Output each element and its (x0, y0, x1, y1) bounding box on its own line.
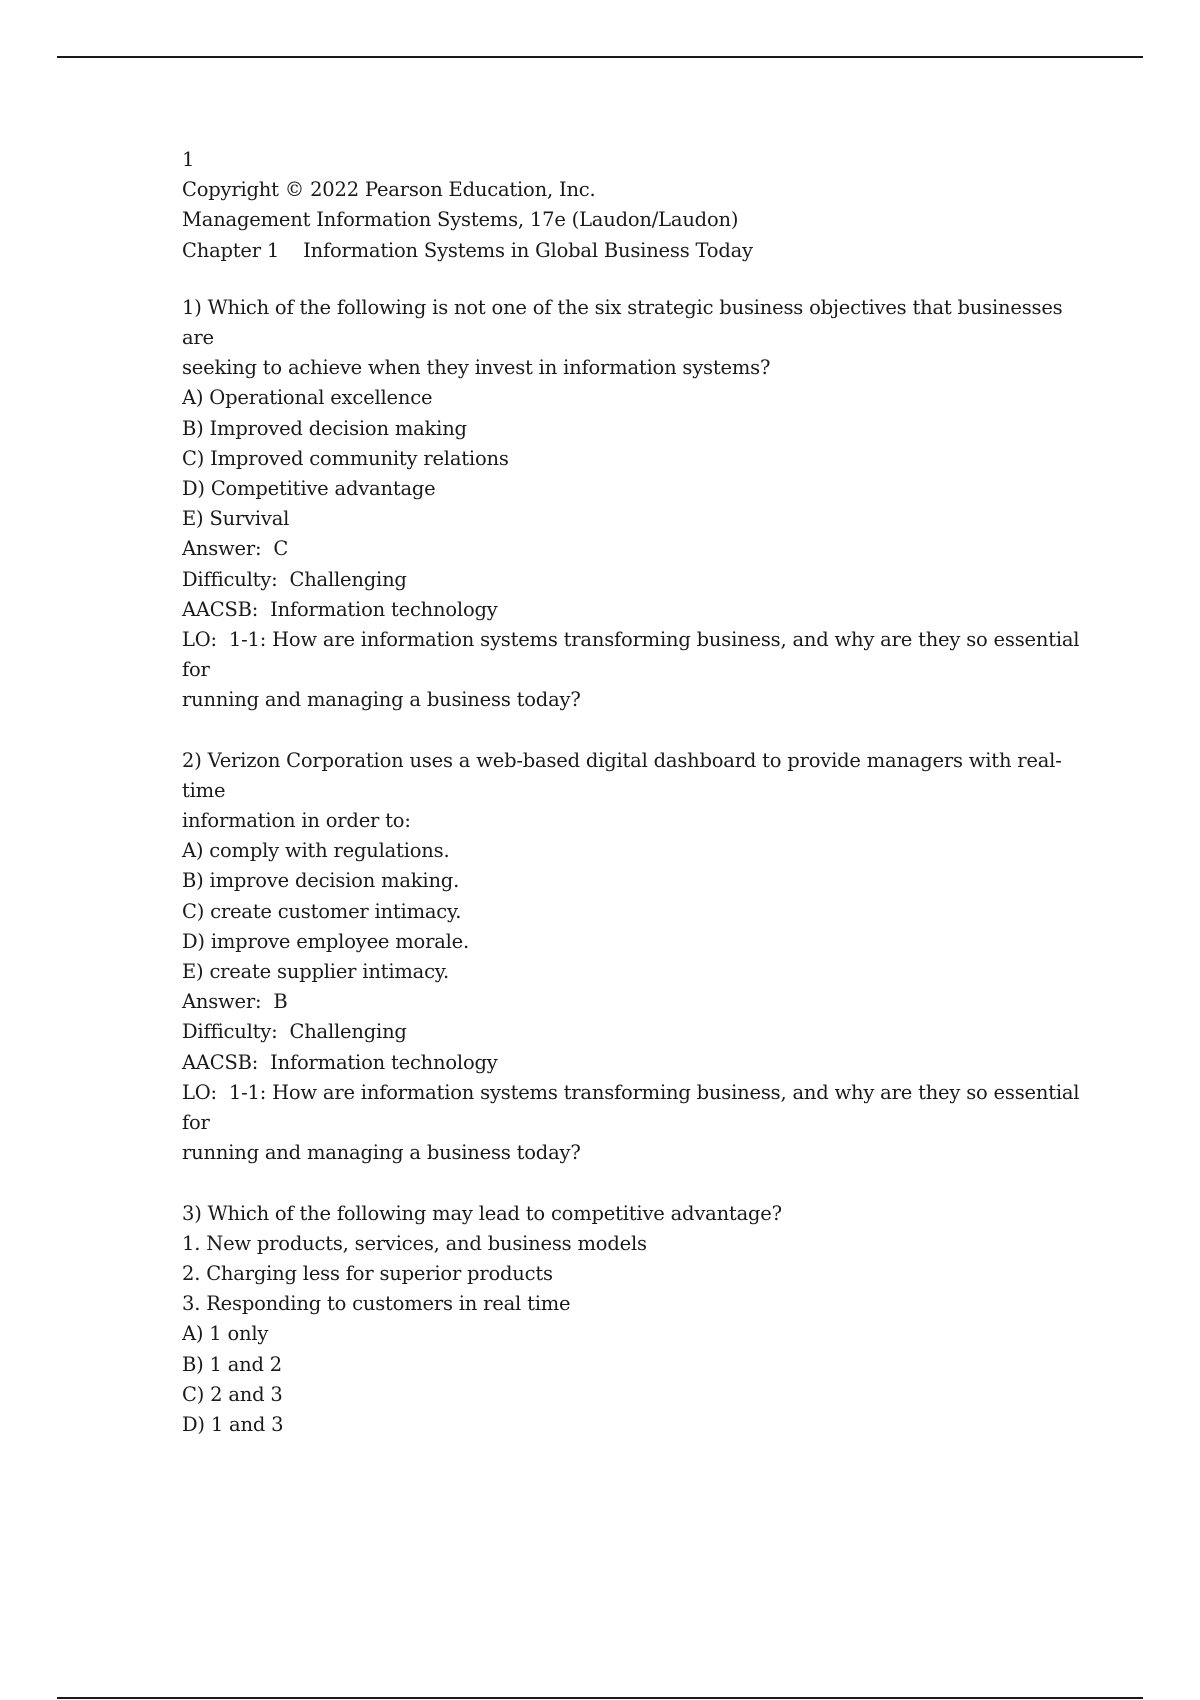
learning-objective: for (182, 1111, 210, 1135)
statement-item: 1. New products, services, and business models (182, 1231, 647, 1255)
question-stem: 2) Verizon Corporation uses a web-based digital dashboard to provide managers with real- (182, 748, 1062, 772)
question-stem: seeking to achieve when they invest in information systems? (182, 356, 771, 380)
option-c: C) Improved community relations (182, 446, 509, 470)
learning-objective: LO: 1-1: How are information systems transforming business, and why are they so essential (182, 1080, 1080, 1104)
learning-objective: running and managing a business today? (182, 688, 581, 712)
question-stem: 1) Which of the following is not one of the six strategic business objectives that businesses (182, 295, 1063, 319)
option-b: B) Improved decision making (182, 416, 467, 440)
option-e: E) Survival (182, 507, 290, 531)
question-1 (182, 293, 1080, 716)
page-number: 1 (182, 148, 195, 171)
question-2 (182, 746, 1080, 1169)
difficulty: Difficulty: Challenging (182, 1020, 407, 1044)
option-e: E) create supplier intimacy. (182, 960, 450, 984)
statement-item: 2. Charging less for superior products (182, 1261, 553, 1285)
statement-item: 3. Responding to customers in real time (182, 1292, 571, 1316)
option-a: A) 1 only (182, 1322, 269, 1346)
chapter-title: Chapter 1 Information Systems in Global Business Today (182, 238, 753, 262)
learning-objective: for (182, 658, 210, 682)
top-rule (57, 56, 1143, 58)
document-header (182, 145, 1062, 266)
option-d: D) 1 and 3 (182, 1412, 284, 1436)
aacsb: AACSB: Information technology (182, 597, 498, 621)
question-stem: information in order to: (182, 809, 411, 833)
document-body (182, 145, 1080, 1440)
question-stem: 3) Which of the following may lead to competitive advantage? (182, 1201, 782, 1225)
option-a: A) comply with regulations. (182, 839, 450, 863)
aacsb: AACSB: Information technology (182, 1050, 498, 1074)
learning-objective: running and managing a business today? (182, 1141, 581, 1165)
option-c: C) create customer intimacy. (182, 899, 462, 923)
book-title: Management Information Systems, 17e (Laudon/Laudon) (182, 208, 739, 232)
option-b: B) 1 and 2 (182, 1352, 283, 1376)
copyright-line: Copyright © 2022 Pearson Education, Inc. (182, 178, 596, 202)
question-stem: are (182, 326, 214, 350)
option-d: D) improve employee morale. (182, 929, 470, 953)
answer: Answer: C (182, 537, 289, 561)
question-3 (182, 1199, 1062, 1441)
option-c: C) 2 and 3 (182, 1382, 283, 1406)
option-b: B) improve decision making. (182, 869, 460, 893)
question-stem: time (182, 778, 226, 802)
option-d: D) Competitive advantage (182, 477, 436, 501)
option-a: A) Operational excellence (182, 386, 433, 410)
learning-objective: LO: 1-1: How are information systems transforming business, and why are they so essential (182, 628, 1080, 652)
difficulty: Difficulty: Challenging (182, 567, 407, 591)
bottom-rule (57, 1697, 1143, 1699)
answer: Answer: B (182, 990, 288, 1014)
